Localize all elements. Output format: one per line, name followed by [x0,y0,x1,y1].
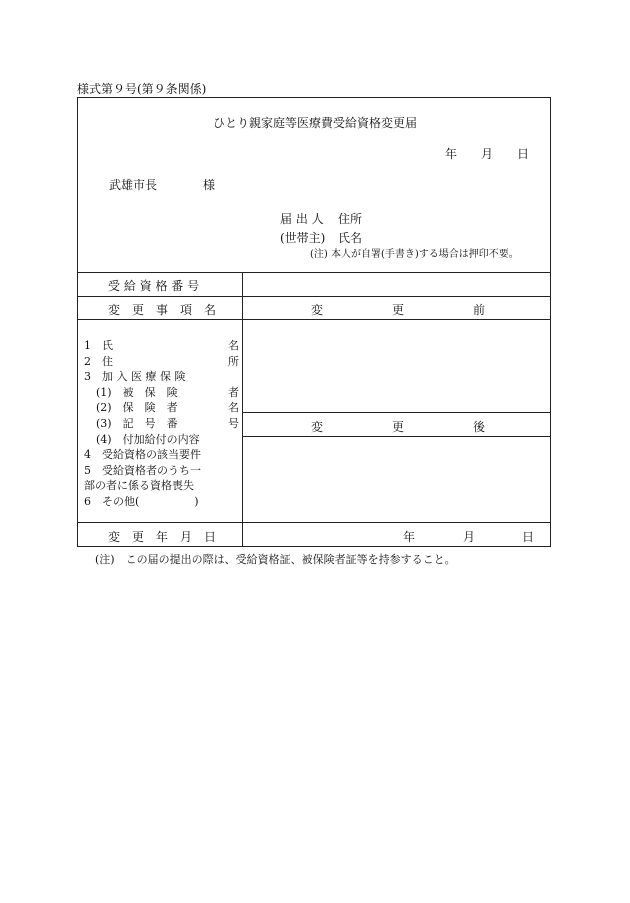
change-after-field[interactable] [243,437,550,521]
item-eligibility: 4 受給資格の該当要件 [84,448,201,462]
submitter-label: 届 出 人 [280,212,324,226]
rule-header-top [77,296,551,297]
before-label-c2: 更 [392,303,405,317]
form-title: ひとり親家庭等医療費受給資格変更届 [212,116,417,130]
form-number: 様式第９号(第９条関係) [77,82,207,96]
after-label-c1: 変 [311,420,324,434]
addressee-honorific: 様 [203,178,216,192]
item-insurer-name: (2) 保 険 者 名 [96,401,239,415]
signature-note: (注) 本人が自署(手書き)する場合は押印不要。 [310,249,519,260]
cert-number-field[interactable] [243,273,550,295]
header-date-day: 日 [517,147,530,161]
header-date-month: 月 [481,147,494,161]
change-date-year: 年 [403,530,416,544]
after-label-c3: 後 [473,420,486,434]
item-address: 2 住 所 [84,354,239,368]
rule-after-top [242,412,551,413]
item-partial-loss-2: 部の者に係る資格喪失 [84,479,194,493]
after-label-c2: 更 [392,420,405,434]
item-additional-benefit: (4) 付加給付の内容 [96,432,200,446]
before-label-c1: 変 [311,303,324,317]
header-date-year: 年 [445,147,458,161]
change-item-label: 変 更 事 項 名 [108,303,217,317]
change-date-label: 変 更 年 月 日 [108,530,217,544]
change-date-month: 月 [463,530,476,544]
footer-note: (注) この届の提出の際は、受給資格証、被保険者証等を持参すること。 [95,553,456,566]
rule-date-top [77,522,551,523]
item-insurance: 3 加 入 医 療 保 険 [84,370,186,384]
change-before-field[interactable] [243,320,550,411]
change-items-list [84,338,239,510]
item-name: 1 氏 名 [84,339,239,352]
address-label: 住所 [338,212,363,226]
before-label-c3: 前 [473,303,486,317]
name-label: 氏名 [338,231,363,245]
head-of-household-label: (世帯主) [280,231,326,245]
cert-number-label: 受 給 資 格 番 号 [108,279,200,293]
item-insured-person: (1) 被 保 険 者 [96,385,239,399]
item-partial-loss-1: 5 受給資格者のうち一 [84,463,201,477]
addressee-name: 武雄市長 [109,178,158,192]
item-symbol-number: (3) 記 号 番 号 [96,416,239,430]
change-date-day: 日 [522,530,535,544]
item-other: 6 その他( ) [84,494,199,508]
